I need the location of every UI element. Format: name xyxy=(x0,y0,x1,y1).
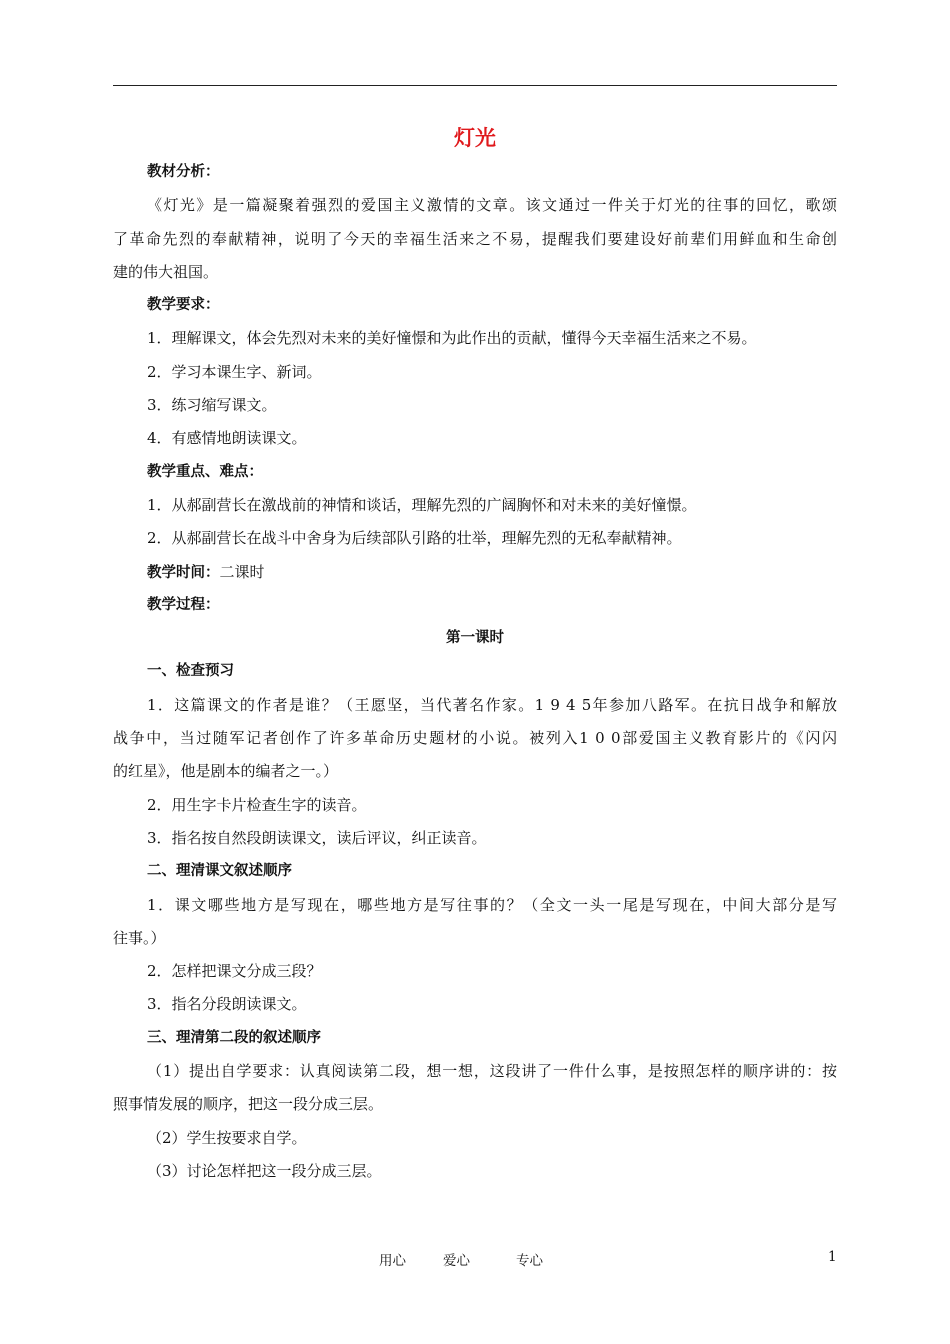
page-title: 灯光 xyxy=(454,126,496,150)
part3-line: （3）讨论怎样把这一段分成三层。 xyxy=(147,1161,382,1180)
page-number: 1 xyxy=(828,1249,837,1265)
part2-line: 2．怎样把课文分成三段？ xyxy=(147,962,322,981)
requirement-item: 1．理解课文，体会先烈对未来的美好憧憬和为此作出的贡献，懂得今天幸福生活来之不易。 xyxy=(147,329,757,348)
requirements-heading: 教学要求： xyxy=(147,297,220,314)
process-heading: 教学过程： xyxy=(147,596,220,613)
part1-line: 的红星》，他是剧本的编者之一。） xyxy=(113,762,339,781)
analysis-heading: 教材分析： xyxy=(147,164,220,180)
part3-line: 照事情发展的顺序，把这一段分成三层。 xyxy=(113,1095,384,1114)
requirement-item: 2．学习本课生字、新词。 xyxy=(147,362,322,381)
document-body xyxy=(113,156,837,1188)
header-rule xyxy=(113,85,837,86)
keypoints-heading: 教学重点、难点： xyxy=(147,463,263,480)
part3-line: （1）提出自学要求：认真阅读第二段，想一想，这段讲了一件什么事，是按照怎样的顺序讲的：按 xyxy=(147,1062,837,1081)
analysis-line: 《灯光》是一篇凝聚着强烈的爱国主义激情的文章。该文通过一件关于灯光的往事的回忆，歌颂 xyxy=(147,196,837,215)
analysis-line: 了革命先烈的奉献精神，说明了今天的幸福生活来之不易，提醒我们要建设好前辈们用鲜血和生命创 xyxy=(113,229,837,248)
part1-line: 2．用生字卡片检查生字的读音。 xyxy=(147,795,367,814)
requirement-item: 3．练习缩写课文。 xyxy=(147,396,277,415)
teaching-time xyxy=(113,556,837,589)
part2-line: 3．指名分段朗读课文。 xyxy=(147,995,307,1014)
part2-heading: 二、理清课文叙述顺序 xyxy=(147,863,292,880)
footer-motto: 用心 xyxy=(379,1253,406,1269)
part3-heading: 三、理清第二段的叙述顺序 xyxy=(147,1029,321,1046)
keypoint-item: 2．从郝副营长在战斗中舍身为后续部队引路的壮举，理解先烈的无私奉献精神。 xyxy=(147,529,682,548)
part1-line: 3．指名按自然段朗读课文，读后评议，纠正读音。 xyxy=(147,828,487,847)
part1-line: 1．这篇课文的作者是谁？（王愿坚，当代著名作家。1 9 4 5年参加八路军。在抗日战争和解放 xyxy=(147,695,837,714)
analysis-line: 建的伟大祖国。 xyxy=(113,262,219,281)
part1-heading: 一、检查预习 xyxy=(147,663,234,680)
requirement-item: 4．有感情地朗读课文。 xyxy=(147,429,307,448)
keypoint-item: 1．从郝副营长在激战前的神情和谈话，理解先烈的广阔胸怀和对未来的美好憧憬。 xyxy=(147,495,697,514)
footer-motto: 爱心 xyxy=(443,1253,470,1269)
time-heading: 教学时间： xyxy=(147,564,220,581)
lesson-title: 第一课时 xyxy=(446,630,504,647)
part2-line: 1．课文哪些地方是写现在，哪些地方是写往事的？（全文一头一尾是写现在，中间大部分是写 xyxy=(147,895,837,914)
time-value: 二课时 xyxy=(219,562,265,581)
part1-line: 战争中，当过随军记者创作了许多革命历史题材的小说。被列入1 0 0部爱国主义教育影片的《闪闪 xyxy=(113,729,837,748)
part2-line: 往事。） xyxy=(113,928,166,947)
footer-motto: 专心 xyxy=(516,1253,543,1269)
part3-line: （2）学生按要求自学。 xyxy=(147,1128,307,1147)
